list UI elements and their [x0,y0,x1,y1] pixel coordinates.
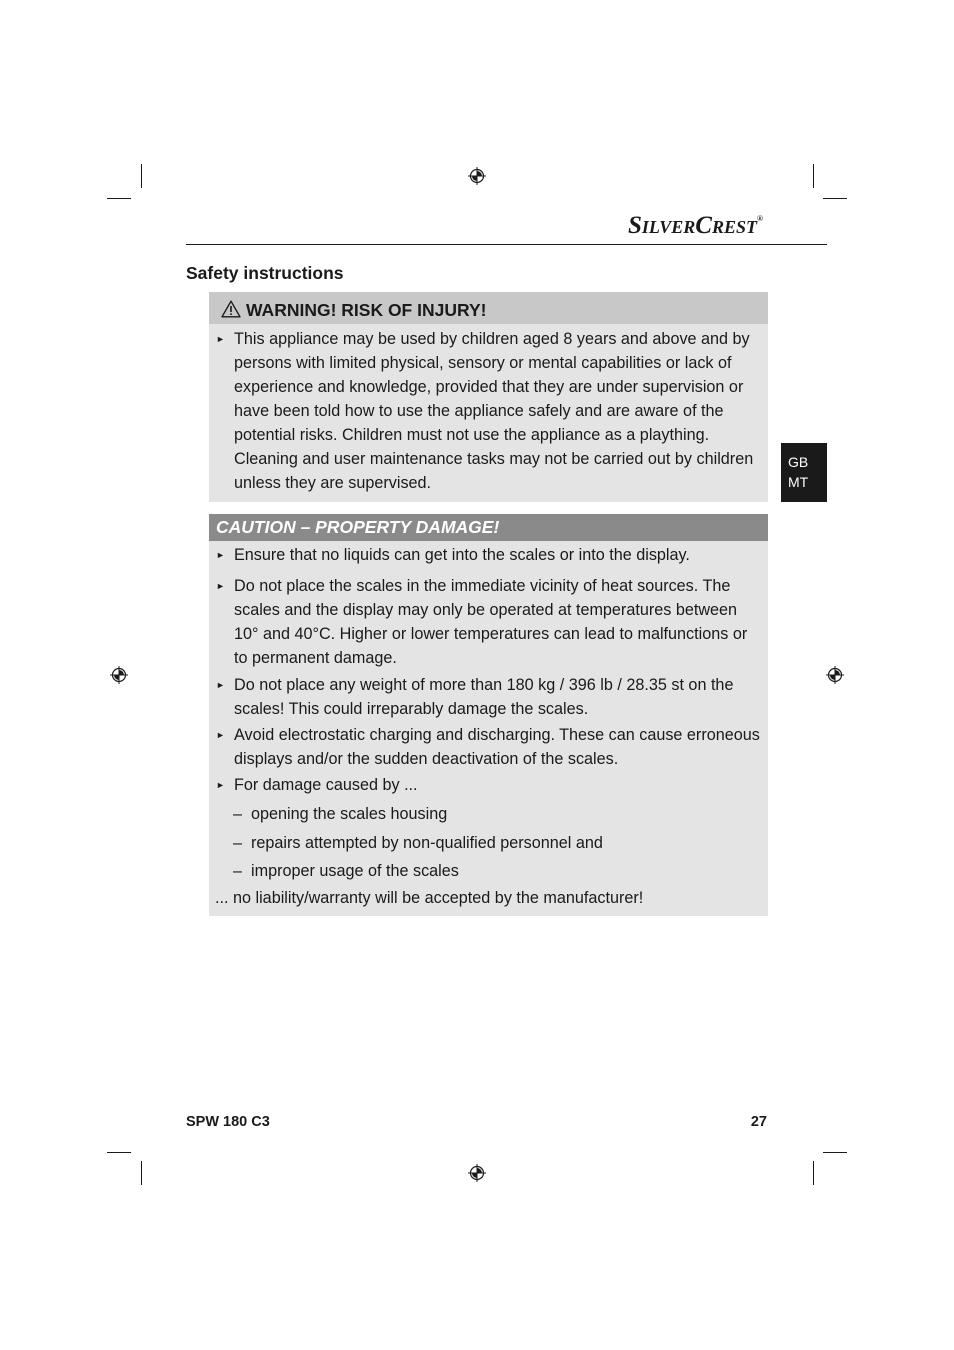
warning-heading: WARNING! RISK OF INJURY! [246,300,487,320]
registration-mark-icon [468,167,486,185]
caution-box: CAUTION – PROPERTY DAMAGE! ► Ensure that no liquids can get into the scales or into the display. ► Do not place the scales in the immediate vicinity of heat sources. The scales and the display may only be operated at temperatures between 10° and 40°C. Higher or lower temperatures can lead to malfunctions or to permanent damage. ► Do not place any weight of more than 180 kg / 396 lb / 28.35 st on the scales! This could irreparably damage the scales. ► Avoid electrostatic charging and discharging. These can cause erroneous displays and/or the sudden deactivation of the scales. ► For damage caused by ... – opening the scales housing – repairs attempted by non-qualified personnel and – improper usage of the scales ... no liability/warranty will be accepted by the manufacturer! [209,514,768,916]
brand-logo: SILVERCREST® [628,212,763,239]
arrow-bullet-icon: ► [216,334,225,344]
arrow-bullet-icon: ► [216,550,225,560]
registration-mark-icon [826,666,844,684]
model-number: SPW 180 C3 [186,1114,270,1130]
closing-statement: ... no liability/warranty will be accepted by the manufacturer! [215,889,644,907]
crop-mark [107,198,131,199]
header-rule [186,244,827,245]
arrow-bullet-icon: ► [216,680,225,690]
warning-triangle-icon [221,300,241,318]
caution-heading: CAUTION – PROPERTY DAMAGE! [216,517,500,537]
arrow-bullet-icon: ► [216,780,225,790]
language-code: GB [788,454,809,470]
crop-mark [813,1161,814,1185]
section-title: Safety instructions [186,263,344,283]
crop-mark [813,164,814,188]
language-tab [781,443,827,502]
arrow-bullet-icon: ► [216,581,225,591]
caution-heading-bar [209,514,768,541]
warning-box: WARNING! RISK OF INJURY! ► This appliance may be used by children aged 8 years and above and by persons with limited physical, sensory or mental capabilities or lack of experience and knowledge, provided that they are under supervision or have been told how to use the appliance safely and are aware of the potential risks. Children must not use the appliance as a plaything. Cleaning and user maintenance tasks may not be carried out by children unless they are supervised. [209,292,768,502]
registration-mark-icon [110,666,128,684]
crop-mark [141,1161,142,1185]
crop-mark [141,164,142,188]
crop-mark [823,198,847,199]
registration-mark-icon [468,1164,486,1182]
language-code: MT [788,474,809,490]
page-number: 27 [750,1114,767,1130]
warning-heading-bar [209,292,768,324]
crop-mark [823,1152,847,1153]
arrow-bullet-icon: ► [216,730,225,740]
crop-mark [107,1152,131,1153]
